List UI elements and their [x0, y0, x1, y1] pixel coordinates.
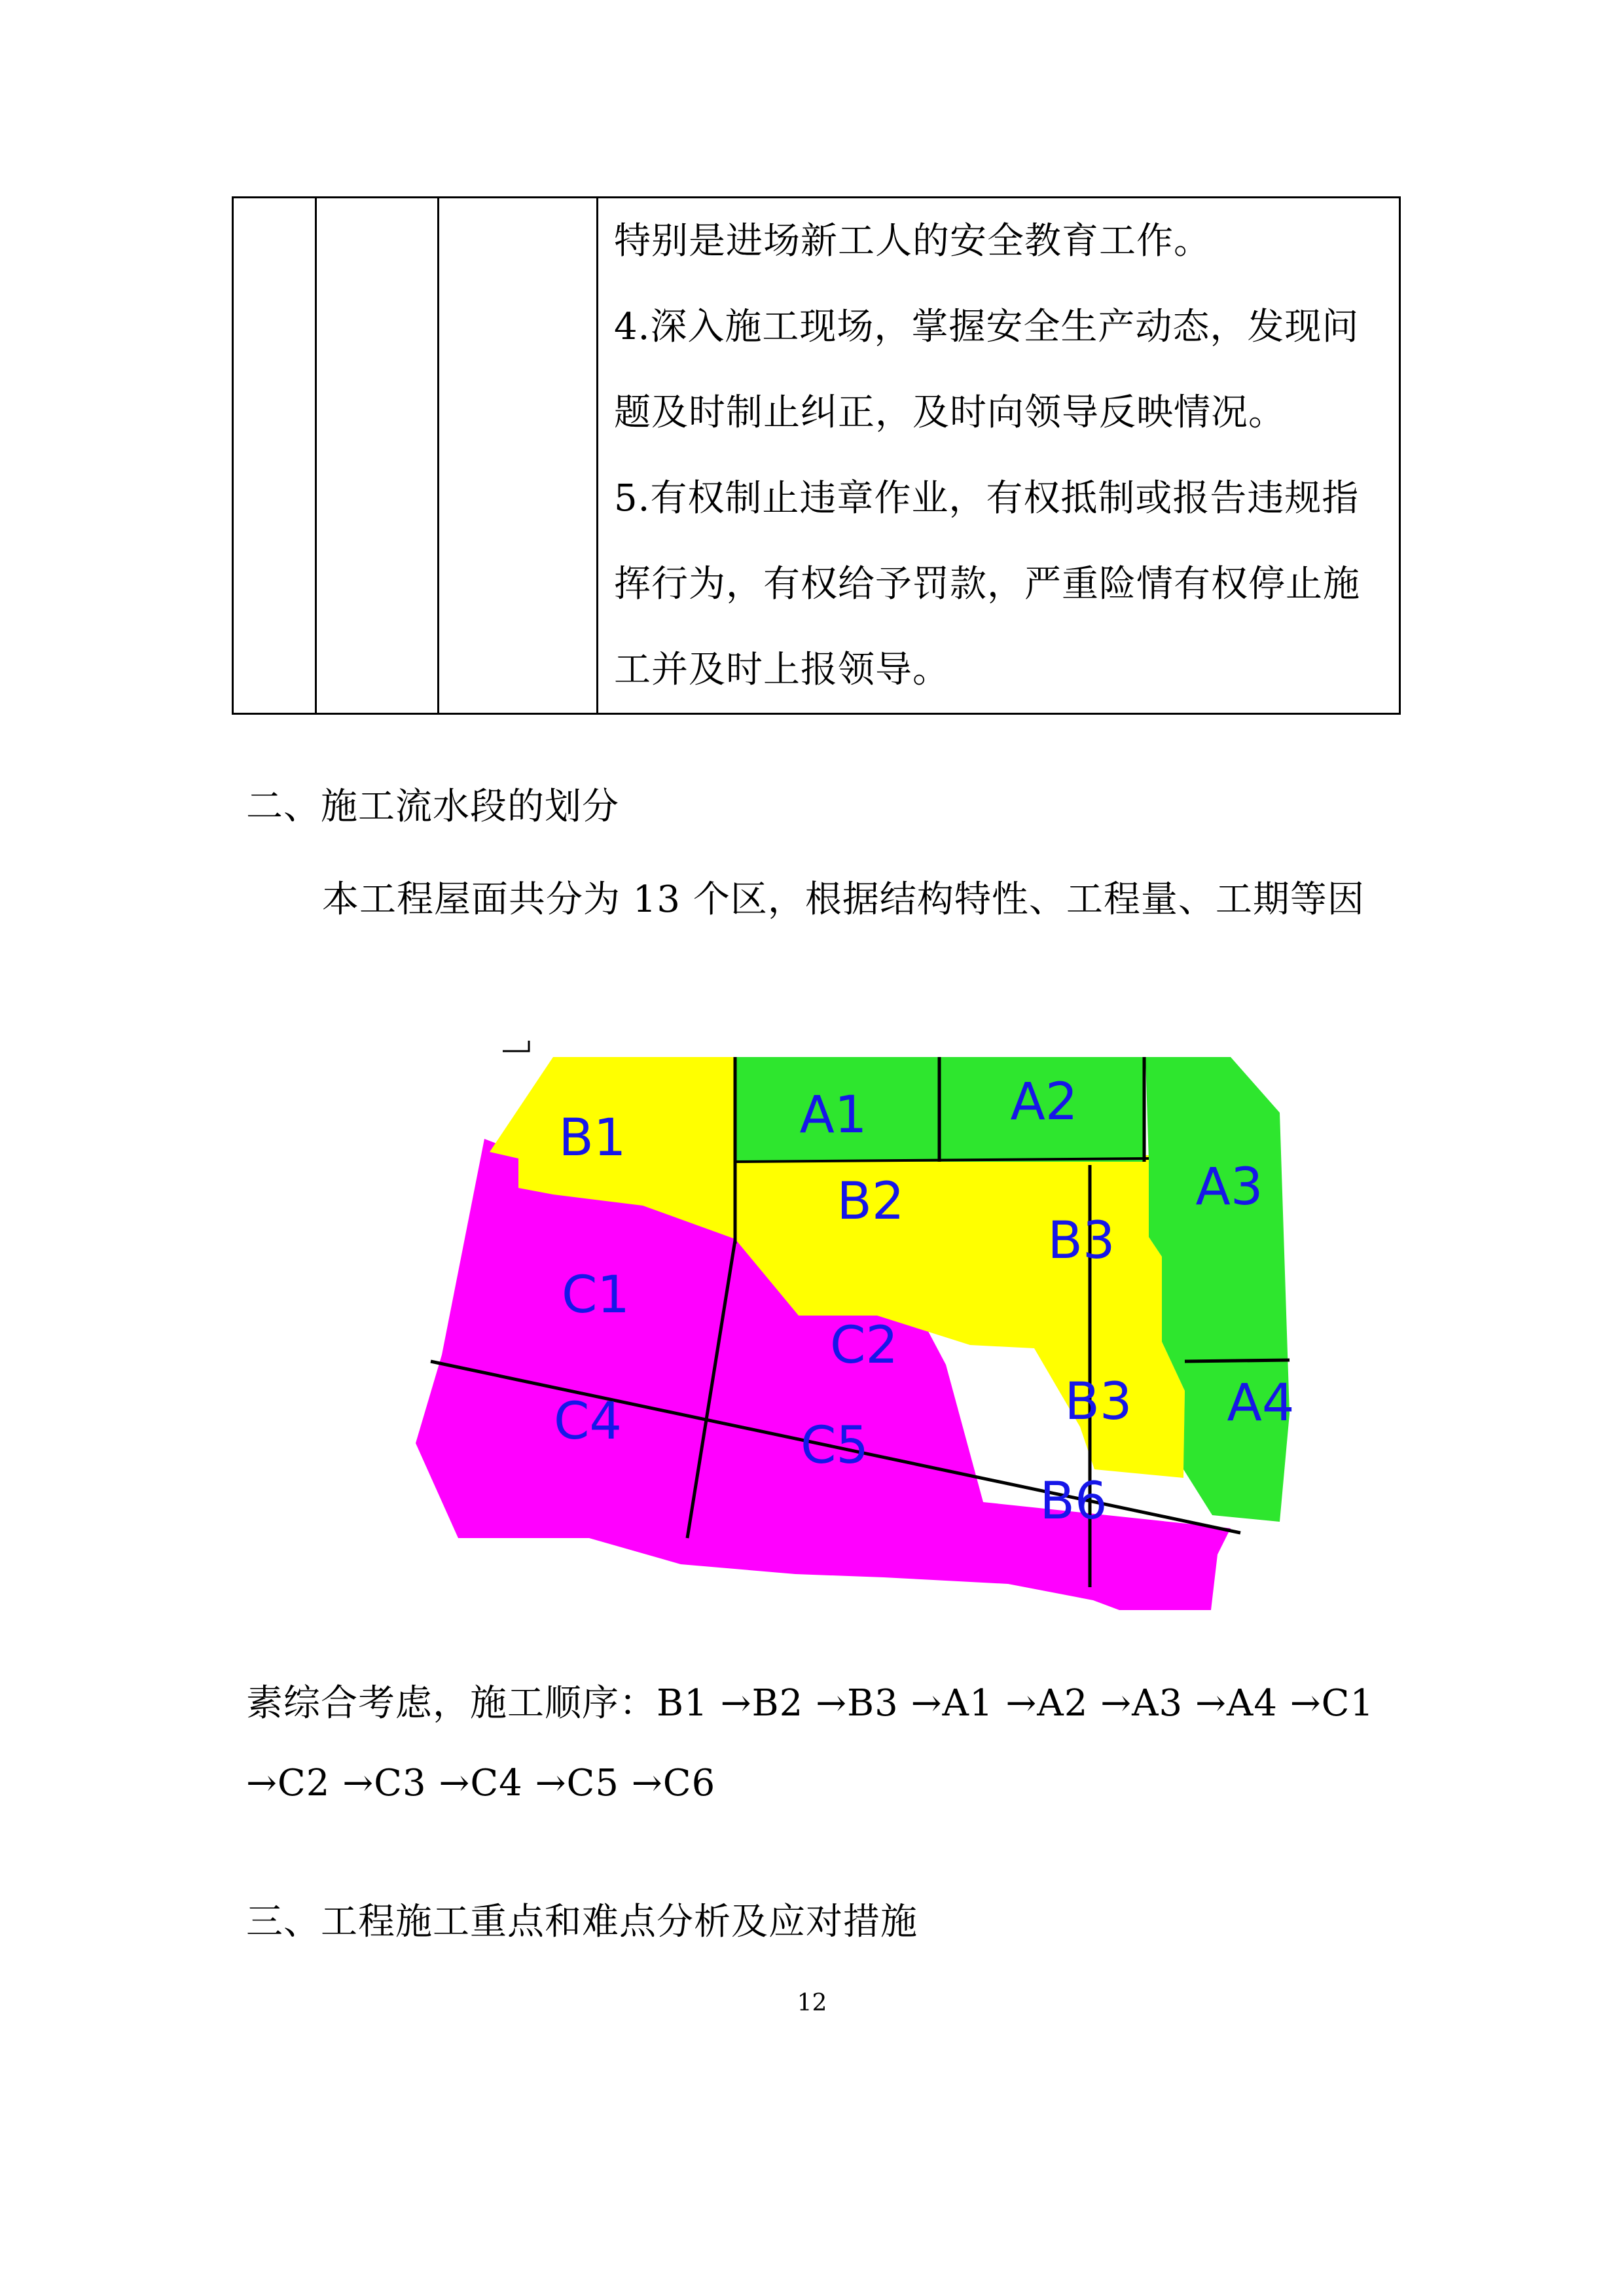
duty-line: 特别是进场新工人的安全教育工作。 — [614, 220, 1211, 262]
responsibility-table — [232, 196, 1401, 715]
zone-label: B2 — [837, 1172, 905, 1231]
zone-label: C5 — [800, 1416, 869, 1475]
duty-line: 4.深入施工现场，掌握安全生产动态，发现问 — [614, 306, 1360, 348]
page-number: 12 — [797, 1990, 827, 2017]
zone-label: A4 — [1227, 1374, 1295, 1433]
zone-label: A1 — [799, 1086, 867, 1145]
table-row — [233, 198, 1400, 714]
section2-paragraph-line3: →C2 →C3 →C4 →C5 →C6 — [246, 1762, 716, 1804]
corner-mark — [503, 1041, 529, 1051]
table-cell-duties — [598, 198, 1400, 714]
section2-paragraph-line2: 素综合考虑，施工顺序：B1 →B2 →B3 →A1 →A2 →A3 →A4 →C1 — [246, 1682, 1375, 1725]
table-cell-empty — [233, 198, 316, 714]
duty-line: 挥行为，有权给予罚款，严重险情有权停止施 — [614, 563, 1360, 605]
zone-label: B3 — [1064, 1372, 1132, 1431]
zone-label: B1 — [558, 1109, 626, 1168]
section3-heading: 三、工程施工重点和难点分析及应对措施 — [246, 1901, 918, 1943]
section2-heading: 二、施工流水段的划分 — [246, 785, 619, 828]
zone-label: B6 — [1039, 1472, 1108, 1531]
zone-label: C2 — [829, 1316, 899, 1375]
zone-label: B3 — [1047, 1211, 1115, 1270]
duty-line: 工并及时上报领导。 — [614, 649, 950, 691]
table-cell-empty — [439, 198, 598, 714]
duty-line: 5.有权制止违章作业，有权抵制或报告违规指 — [614, 477, 1360, 520]
duty-line: 题及时制止纠正，及时向领导反映情况。 — [614, 391, 1286, 434]
section2-paragraph-line1: 本工程屋面共分为 13 个区，根据结构特性、工程量、工期等因 — [322, 878, 1365, 921]
divider-line — [1185, 1360, 1290, 1361]
zone-label: A3 — [1195, 1158, 1263, 1217]
zone-label: C1 — [561, 1266, 630, 1325]
zone-label: C4 — [553, 1392, 623, 1451]
roof-zoning-diagram — [412, 1041, 1316, 1630]
table-cell-empty — [316, 198, 439, 714]
zone-label: A2 — [1010, 1073, 1078, 1132]
